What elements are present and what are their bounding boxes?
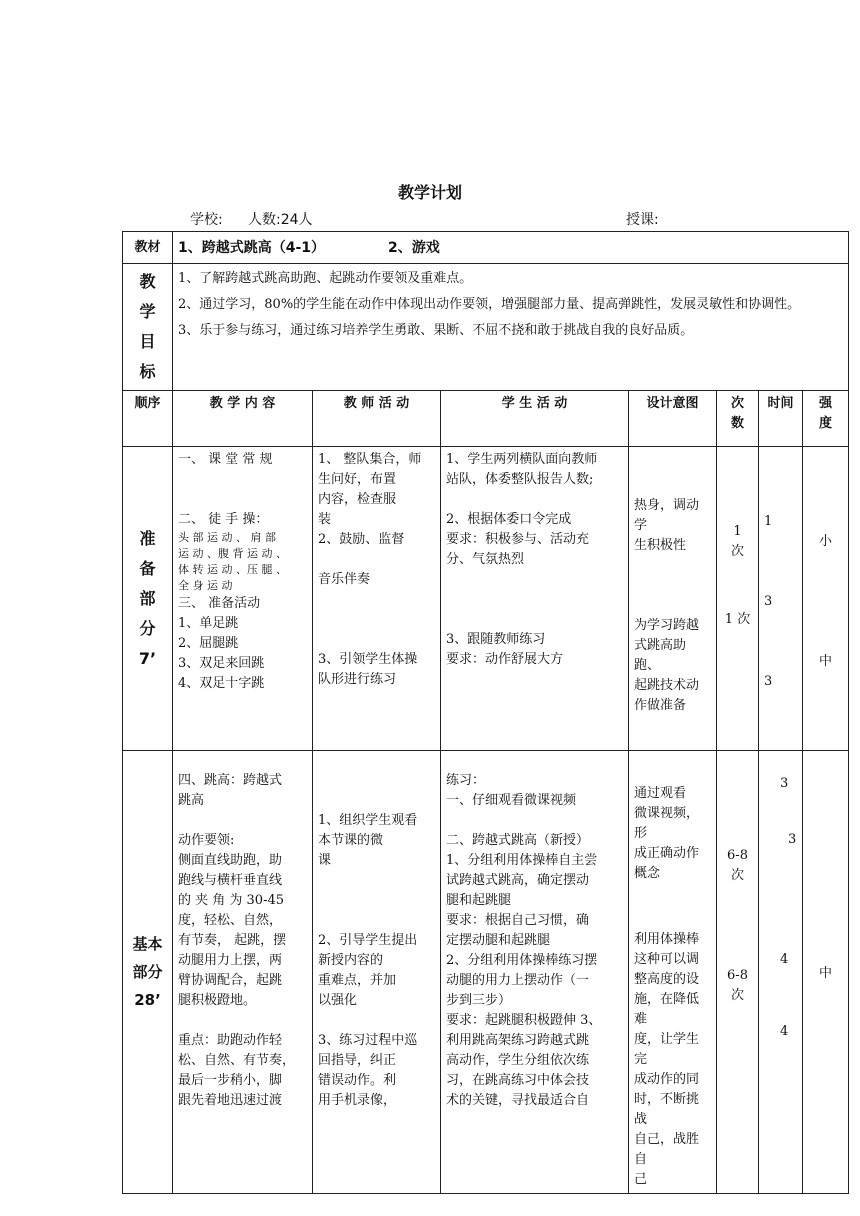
prep-times: 1 次 1 次 <box>717 447 759 751</box>
basic-intensity: 中 <box>803 751 849 1194</box>
basic-duration: 3 3 4 4 <box>759 751 803 1194</box>
basic-times: 6-8 次 6-8 次 <box>717 751 759 1194</box>
basic-row <box>123 751 849 1194</box>
goals-row <box>123 264 849 391</box>
prep-row <box>123 447 849 751</box>
teacher-label: 授课: <box>626 212 659 228</box>
goal-item: 2、通过学习，80%的学生能在动作中体现出动作要领，增强腿部力量、提高弹跳性，发展灵敏性和协调性。 <box>178 297 801 312</box>
column-header-row <box>123 391 849 447</box>
col-teacher: 教 师 活 动 <box>313 391 441 447</box>
prep-content: 一、 课 堂 常 规 二、 徒 手 操： 头 部 运 动 、 肩 部 运 动 、腹 背 运 动 、 体 转 运 动 、压 腿 、 全 身 运 动 三、 准备活动 1、单足跳 2、屈腿跳 3、双足来回跳 4、双足十字跳 <box>173 447 313 751</box>
goal-item: 1、了解跨越式跳高助跑、起跳动作要领及重难点。 <box>178 271 473 286</box>
goals-label: 教 学 目 标 <box>123 264 173 391</box>
page-title: 教学计划 <box>397 183 462 202</box>
prep-student: 1、学生两列横队面向教师 站队，体委整队报告人数; 2、根据体委口令完成 要求：积极参与、活动充 分、气氛热烈 3、跟随教师练习 要求：动作舒展大方 <box>441 447 629 751</box>
col-duration: 时间 <box>759 391 803 447</box>
goal-item: 3、乐于参与练习，通过练习培养学生勇敢、果断、不屈不挠和敢于挑战自我的良好品质。 <box>178 323 694 338</box>
basic-label: 基本 部分 28’ <box>123 751 173 1194</box>
material-content: 1、跨越式跳高（4-1） 2、游戏 <box>173 232 849 264</box>
col-intensity: 强 度 <box>803 391 849 447</box>
prep-teacher: 1、 整队集合，师 生问好，布置 内容，检查服 装 2、鼓励、监督 音乐伴奏 3、引领学生体操 队形进行练习 <box>313 447 441 751</box>
prep-intensity: 小 中 <box>803 447 849 751</box>
material-label: 教材 <box>123 232 173 264</box>
goals-content <box>173 264 849 391</box>
prep-duration: 1 3 3 <box>759 447 803 751</box>
basic-student: 练习： 一、仔细观看微课视频 二、跨越式跳高（新授） 1、分组利用体操棒自主尝 试跨越式跳高，确定摆动 腿和起跳腿 要求：根据自己习惯，确 定摆动腿和起跳腿 2、分组利用体操棒练习摆 动腿的用力上摆动作（一 步到三步） 要求：起跳腿积极蹬伸 3、 利用跳高架练习跨越式跳 高动作，学生分组依次练 习，在跳高练习中体会技 术的关键，寻找最适合自 <box>441 751 629 1194</box>
col-student: 学 生 活 动 <box>441 391 629 447</box>
prep-label: 准 备 部 分 7’ <box>123 447 173 751</box>
prep-design: 热身，调动学 生积极性 为学习跨越 式跳高助跑、 起跳技术动 作做准备 <box>629 447 717 751</box>
col-times: 次 数 <box>717 391 759 447</box>
basic-teacher: 1、组织学生观看 本节课的微 课 2、引导学生提出 新授内容的 重难点，并加 以强化 3、练习过程中巡 回指导，纠正 错误动作。利 用手机录像， <box>313 751 441 1194</box>
col-order: 顺序 <box>123 391 173 447</box>
people-count: 人数:24人 <box>248 212 313 228</box>
lesson-plan-table <box>122 231 849 1194</box>
basic-design: 通过观看 微课视频，形 成正确动作 概念 利用体操棒 这种可以调 整高度的设 施，在降低难 度，让学生完 成动作的同 时，不断挑战 自己，战胜自 己 <box>629 751 717 1194</box>
material-row <box>123 232 849 264</box>
col-design: 设计意图 <box>629 391 717 447</box>
school-label: 学校: <box>190 212 223 228</box>
col-content: 教 学 内 容 <box>173 391 313 447</box>
basic-content: 四、跳高：跨越式 跳高 动作要领: 侧面直线助跑，助 跑线与横杆垂直线 的 夹 角 为 30-45 度，轻松、自然， 有节奏， 起跳，摆 动腿用力上摆，两 臂协调配合，起跳 腿积极蹬地。 重点：助跑动作轻 松、自然、有节奏， 最后一步稍小，脚 跟先着地迅速过渡 <box>173 751 313 1194</box>
